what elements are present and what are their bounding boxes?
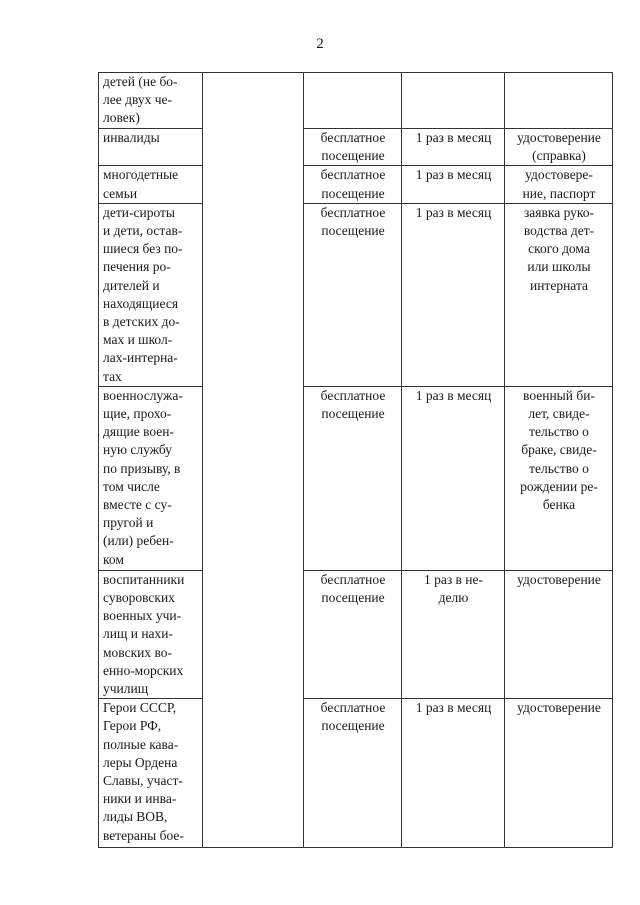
visit-type-line: посещение (321, 223, 385, 239)
category-line: пругой и (103, 515, 154, 531)
category-line: дящие воен- (103, 424, 174, 440)
category-line: в детских до- (103, 314, 180, 330)
category-cell (99, 203, 203, 386)
visit-type-line: бесплатное (320, 130, 386, 145)
category-line: Герои РФ, (103, 718, 162, 734)
document-cell (505, 166, 613, 203)
category-line: дети-сироты (103, 204, 175, 220)
category-line: тах (103, 368, 122, 384)
table-row (99, 203, 613, 386)
document-cell (505, 570, 613, 698)
table-row (99, 699, 613, 848)
visit-type-cell (304, 570, 402, 698)
category-line: училищ (103, 681, 149, 697)
frequency-line: 1 раз в месяц (415, 387, 492, 403)
category-line: находящиеся (103, 295, 179, 311)
visit-type-line: посещение (321, 185, 385, 201)
table-row (99, 570, 613, 698)
merged-empty-cell (203, 73, 304, 848)
frequency-cell (402, 73, 505, 129)
table-row (99, 386, 613, 570)
document-cell (505, 699, 613, 848)
category-line: инвалиды (103, 130, 160, 145)
category-line: ную службу (103, 442, 172, 458)
document-line: удостоверение (517, 700, 601, 716)
document-line: или школы (527, 259, 591, 275)
visit-type-cell (304, 73, 402, 129)
visit-type-line: бесплатное (320, 571, 386, 587)
category-cell (99, 570, 203, 698)
category-line: ники и инва- (103, 791, 177, 807)
document-cell (505, 386, 613, 570)
category-line: ловек) (103, 110, 140, 126)
frequency-cell (402, 166, 505, 203)
category-line: (или) ребен- (103, 533, 174, 549)
frequency-line: делю (438, 590, 469, 606)
document-line: ского дома (528, 241, 590, 257)
document-line: лет, свиде- (528, 406, 590, 422)
document-line: удостоверение (517, 130, 601, 145)
frequency-line: 1 раз в месяц (415, 130, 492, 145)
document-line: рождении ре- (520, 478, 598, 494)
frequency-line: 1 раз в месяц (415, 700, 492, 716)
visit-type-cell (304, 203, 402, 386)
category-line: шиеся без по- (103, 241, 183, 257)
category-line: печения ро- (103, 259, 171, 275)
frequency-line: 1 раз в месяц (415, 204, 492, 220)
category-line: щие, прохо- (103, 406, 172, 422)
document-line: тельство о (529, 460, 589, 476)
visit-type-cell (304, 386, 402, 570)
document-line: заявка руко- (523, 204, 595, 220)
category-line: по призыву, в (103, 460, 181, 476)
category-cell (99, 73, 203, 129)
document-line: удостоверение (517, 571, 601, 587)
visit-type-cell (304, 699, 402, 848)
category-line: ветераны бое- (103, 827, 184, 843)
visit-type-line: посещение (321, 406, 385, 422)
document-line: бенка (542, 497, 576, 513)
category-line: многодетные (103, 167, 179, 183)
category-line: лиды ВОВ, (103, 809, 168, 825)
frequency-line: 1 раз в месяц (415, 167, 492, 183)
category-line: и дети, остав- (103, 223, 183, 239)
table-row (99, 166, 613, 203)
category-line: семьи (103, 185, 138, 201)
document-line: удостовере- (525, 167, 593, 183)
visit-type-cell (304, 166, 402, 203)
document-cell (505, 203, 613, 386)
category-line: военных учи- (103, 608, 182, 624)
category-cell (99, 166, 203, 203)
document-cell (505, 129, 613, 166)
category-line: том числе (103, 478, 160, 494)
category-cell (99, 386, 203, 570)
category-line: енно-морских (103, 662, 184, 678)
document-line: водства дет- (523, 223, 595, 239)
category-line: вместе с су- (103, 497, 172, 513)
category-line: мовских во- (103, 644, 173, 660)
visit-type-line: бесплатное (320, 204, 386, 220)
frequency-cell (402, 699, 505, 848)
category-cell (99, 699, 203, 848)
visit-type-line: посещение (321, 718, 385, 734)
category-line: военнослужа- (103, 387, 183, 403)
category-line: ком (103, 551, 124, 567)
category-line: воспитанники (103, 571, 185, 587)
category-line: суворовских (103, 590, 175, 606)
category-cell (99, 129, 203, 166)
visit-type-line: посещение (321, 148, 385, 164)
category-line: леры Ордена (103, 754, 178, 770)
category-line: лищ и нахи- (103, 626, 174, 642)
document-cell (505, 73, 613, 129)
category-line: дителей и (103, 277, 160, 293)
category-line: Герои СССР, (103, 700, 177, 716)
document-line: интерната (529, 277, 588, 293)
document-line: военный би- (523, 387, 595, 403)
category-line: мах и школ- (103, 332, 173, 348)
category-line: лах-интерна- (103, 350, 178, 366)
frequency-cell (402, 203, 505, 386)
page-number: 2 (316, 36, 324, 52)
document-line: браке, свиде- (521, 442, 597, 458)
visit-type-line: посещение (321, 590, 385, 606)
visit-type-cell (304, 129, 402, 166)
frequency-cell (402, 129, 505, 166)
frequency-cell (402, 386, 505, 570)
document-line: (справка) (532, 148, 586, 164)
frequency-line: 1 раз в не- (423, 571, 484, 587)
document-line: ние, паспорт (522, 185, 596, 201)
category-line: Славы, участ- (103, 773, 183, 789)
category-line: лее двух че- (103, 92, 173, 108)
category-line: детей (не бо- (103, 74, 178, 89)
visit-type-line: бесплатное (320, 700, 386, 716)
table-row (99, 129, 613, 166)
category-line: полные кава- (103, 736, 179, 752)
frequency-cell (402, 570, 505, 698)
visit-type-line: бесплатное (320, 167, 386, 183)
benefits-table (98, 72, 613, 848)
document-line: тельство о (529, 424, 589, 440)
table-row (99, 73, 613, 129)
visit-type-line: бесплатное (320, 387, 386, 403)
